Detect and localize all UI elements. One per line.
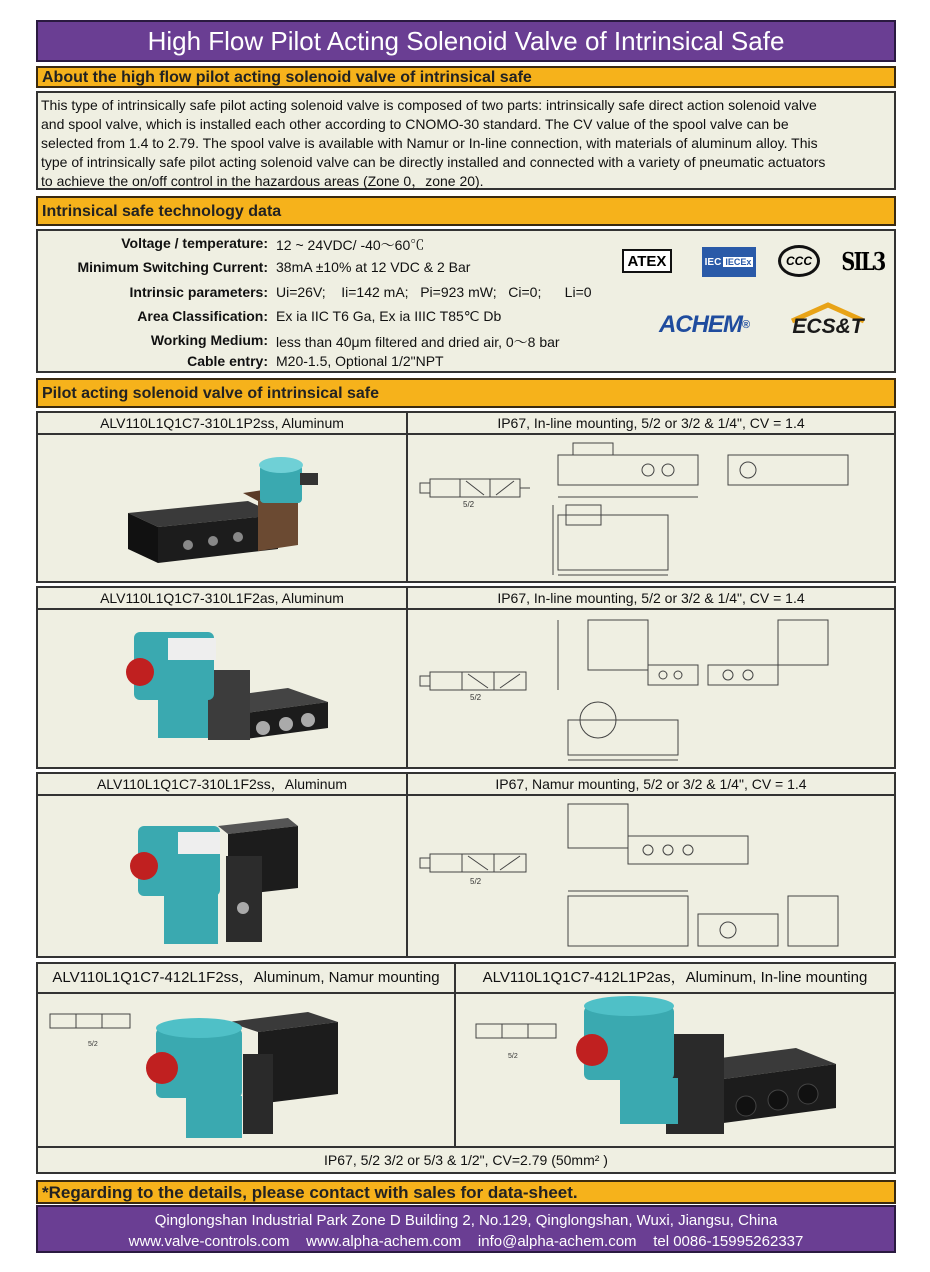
spec-label: Working Medium: bbox=[150, 332, 268, 348]
spec-label: Area Classification: bbox=[137, 308, 268, 324]
about-line: This type of intrinsically safe pilot acting solenoid valve is composed of two parts: intrinsically safe direct action solenoid valve bbox=[41, 97, 817, 113]
product-model: ALV110L1Q1C7-310L1F2as, Aluminum bbox=[38, 588, 406, 610]
large-valve-head bbox=[38, 964, 894, 994]
valve-photo-5 bbox=[456, 994, 896, 1148]
about-description bbox=[36, 91, 896, 190]
dimension-drawing-3 bbox=[408, 796, 894, 956]
valve-photo-3 bbox=[38, 796, 406, 956]
spec-value: less than 40μm filtered and dried air, 0～8 bar bbox=[276, 334, 560, 350]
about-line: to achieve the on/off control in the hazardous areas (Zone 0，zone 20). bbox=[41, 173, 484, 189]
product-model-inline: ALV110L1Q1C7-412L1P2as，Aluminum, In-line mounting bbox=[482, 969, 868, 986]
about-line: selected from 1.4 to 2.79. The spool valve is available with Namur or In-line connection, with materials of aluminum alloy. This bbox=[41, 135, 818, 151]
spec-value: Ui=26V; Ii=142 mA; Pi=923 mW; Ci=0; Li=0 bbox=[276, 284, 592, 300]
achem-text: ACHEM bbox=[658, 311, 742, 338]
sales-notice: *Regarding to the details, please contact with sales for data-sheet. bbox=[36, 1180, 896, 1204]
tech-spec-box bbox=[36, 229, 896, 373]
valve-photo-2 bbox=[38, 610, 406, 767]
large-valve-cell bbox=[36, 962, 896, 1174]
spec-label: Minimum Switching Current: bbox=[77, 259, 268, 275]
product-spec: IP67, In-line mounting, 5/2 or 3/2 & 1/4", CV = 1.4 bbox=[408, 413, 894, 435]
page-title: High Flow Pilot Acting Solenoid Valve of Intrinsical Safe bbox=[36, 20, 896, 62]
spec-value: Ex ia IIC T6 Ga, Ex ia IIIC T85℃ Db bbox=[276, 308, 502, 324]
valve-photo-1 bbox=[38, 435, 406, 581]
symbol-label: 5/2 bbox=[470, 877, 482, 886]
spec-value: 12 ~ 24VDC/ -40～60℃ bbox=[276, 237, 425, 253]
atex-logo: ATEX bbox=[622, 249, 672, 273]
ecst-logo bbox=[782, 301, 874, 341]
spec-row-intrinsic bbox=[38, 284, 638, 308]
about-line: type of intrinsically safe pilot acting solenoid valve can be directly installed and connected with a variety of pneumatic actuators bbox=[41, 154, 826, 170]
symbol-label: 5/2 bbox=[508, 1053, 518, 1060]
about-heading: About the high flow pilot acting solenoid valve of intrinsical safe bbox=[36, 66, 896, 88]
pilot-heading: Pilot acting solenoid valve of intrinsical safe bbox=[36, 378, 896, 408]
tech-heading: Intrinsical safe technology data bbox=[36, 196, 896, 226]
symbol-label: 5/2 bbox=[88, 1041, 98, 1048]
spec-cell-1 bbox=[406, 411, 896, 583]
symbol-label: 5/2 bbox=[470, 693, 482, 702]
spec-row-cable bbox=[38, 353, 638, 377]
about-line: and spool valve, which is installed each other according to CNOMO-30 standard. The CV value of the spool valve can be bbox=[41, 116, 789, 132]
product-cell-2 bbox=[36, 586, 408, 769]
iec-text: IEC bbox=[704, 256, 722, 268]
product-spec: IP67, In-line mounting, 5/2 or 3/2 & 1/4", CV = 1.4 bbox=[408, 588, 894, 610]
spec-row-area bbox=[38, 308, 638, 332]
large-valve-spec: IP67, 5/2 3/2 or 5/3 & 1/2", CV=2.79 (50mm² ) bbox=[38, 1146, 894, 1172]
symbol-label: 5/2 bbox=[463, 500, 475, 509]
ecst-text: ECS&T bbox=[792, 315, 864, 338]
product-model: ALV110L1Q1C7-310L1F2ss，Aluminum bbox=[38, 774, 406, 796]
spec-row-voltage bbox=[38, 235, 638, 259]
spec-value: 38mA ±10% at 12 VDC & 2 Bar bbox=[276, 259, 471, 275]
dimension-drawing-2 bbox=[408, 610, 894, 767]
iecex-text: IECEx bbox=[725, 257, 752, 267]
product-model-namur: ALV110L1Q1C7-412L1F2ss，Aluminum, Namur mounting bbox=[52, 969, 440, 986]
footer-address: Qinglongshan Industrial Park Zone D Building 2, No.129, Qinglongshan, Wuxi, Jiangsu, China bbox=[154, 1212, 778, 1229]
spec-label: Cable entry: bbox=[187, 353, 268, 369]
registered-mark: ® bbox=[741, 319, 750, 331]
footer-contacts[interactable]: www.valve-controls.com www.alpha-achem.com info@alpha-achem.com tel 0086-15995262337 bbox=[128, 1233, 804, 1250]
ccc-logo: CCC bbox=[778, 245, 820, 277]
product-spec: IP67, Namur mounting, 5/2 or 3/2 & 1/4", CV = 1.4 bbox=[408, 774, 894, 796]
iecex-logo bbox=[702, 247, 756, 277]
valve-photo-4 bbox=[38, 994, 452, 1148]
spec-cell-3 bbox=[406, 772, 896, 958]
achem-logo bbox=[656, 309, 752, 341]
product-cell-1 bbox=[36, 411, 408, 583]
sil3-logo: SIL3 bbox=[841, 246, 885, 276]
spec-row-current bbox=[38, 259, 638, 283]
spec-label: Voltage / temperature: bbox=[121, 235, 268, 251]
spec-cell-2 bbox=[406, 586, 896, 769]
product-model: ALV110L1Q1C7-310L1P2ss, Aluminum bbox=[38, 413, 406, 435]
footer bbox=[36, 1205, 896, 1253]
product-cell-3 bbox=[36, 772, 408, 958]
dimension-drawing-1 bbox=[408, 435, 894, 581]
spec-value: M20-1.5, Optional 1/2"NPT bbox=[276, 353, 444, 369]
spec-label: Intrinsic parameters: bbox=[129, 284, 268, 300]
